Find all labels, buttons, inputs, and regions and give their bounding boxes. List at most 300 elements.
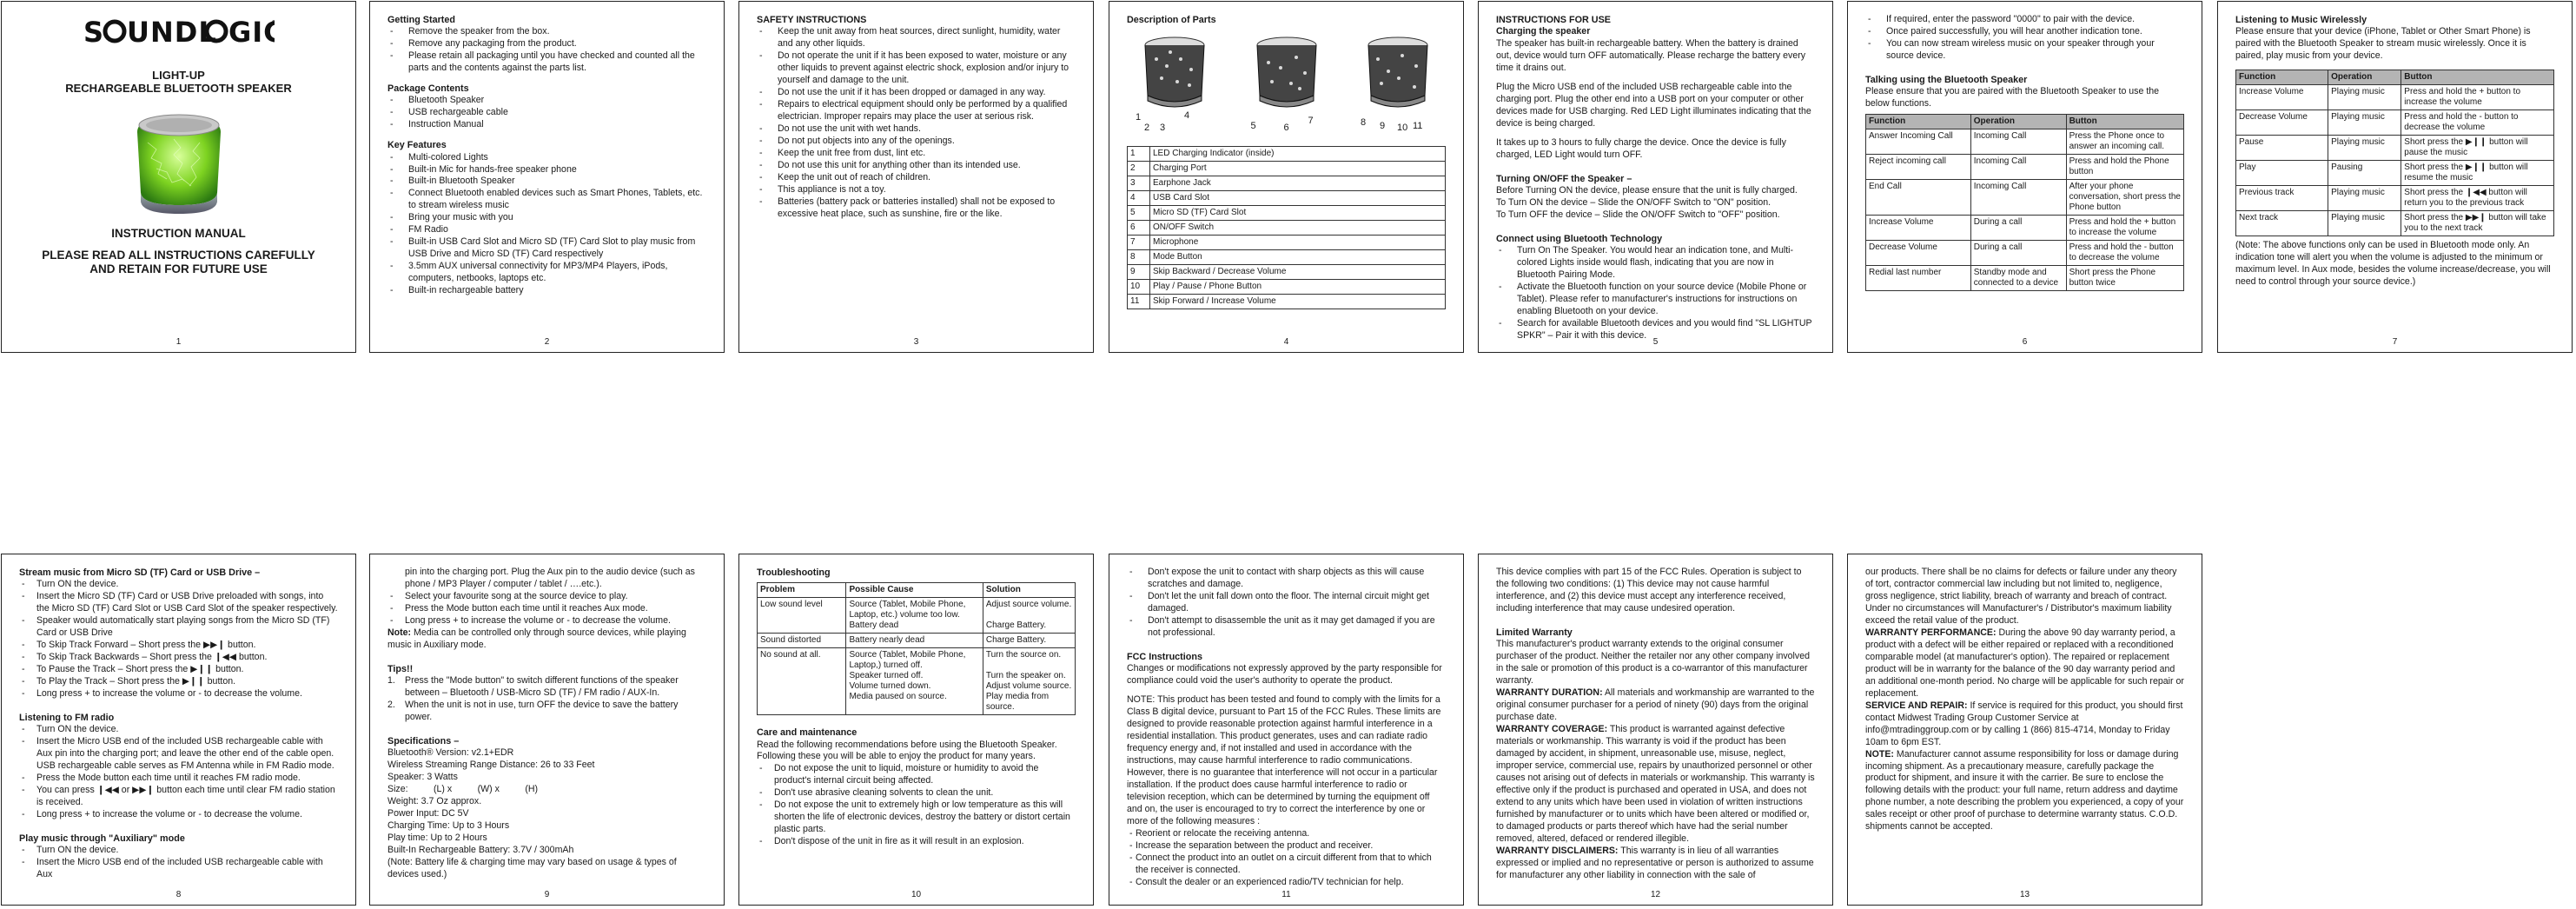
table-row <box>1866 155 2184 180</box>
list-item: - You can now stream wireless music on your speaker through your source device. <box>1865 38 2184 63</box>
read-instructions-line1: PLEASE READ ALL INSTRUCTIONS CAREFULLY <box>42 248 315 262</box>
page-13 <box>1847 554 2202 906</box>
aux-continued-list <box>387 591 706 627</box>
warranty-duration-text: All materials and workmanship are warranted to the original consumer purchaser for a period of ninety (90) days from the original purchase date. <box>1496 687 1815 722</box>
table-cell: Playing music <box>2328 136 2401 161</box>
charging-text-1: The speaker has built-in rechargeable battery. When the battery is drained out, device would turn OFF automatically. Please recharge the battery every time it drains out. <box>1496 38 1806 74</box>
list-item: - Remove the speaker from the box. <box>387 26 706 38</box>
table-cell: Decrease Volume <box>1866 241 1971 266</box>
table-row <box>1866 129 2184 155</box>
cover-title-line1: LIGHT-UP <box>152 68 205 82</box>
list-item: - Connect the product into an outlet on a circuit different from that to which the receiver is connected. <box>1127 853 1446 877</box>
page-number: 9 <box>544 889 550 899</box>
care-list <box>757 763 1076 848</box>
table-cell: Playing music <box>2328 85 2401 110</box>
key-features-heading: Key Features <box>387 140 447 151</box>
list-item: - Keep the unit away from heat sources, direct sunlight, humidity, water and any other liquids. <box>757 26 1076 50</box>
tip-text: Press the "Mode button" to switch different functions of the speaker between – Bluetooth / USB-Micro SD (TF) / FM radio / AUX-In. <box>405 675 679 698</box>
listening-text: Please ensure that your device (iPhone, Tablet or Other Smart Phone) is paired with the Bluetooth Speaker to stream music wirelessly. Once it is paired, play music from your device. <box>2235 26 2531 62</box>
table-cell: During a call <box>1970 216 2066 241</box>
brand-logo <box>19 16 338 56</box>
fm-list <box>19 724 338 821</box>
table-row <box>1866 241 2184 266</box>
page-number: 3 <box>913 336 919 347</box>
talking-heading: Talking using the Bluetooth Speaker <box>1865 74 2028 85</box>
table-cell: Mode Button <box>1150 250 1446 265</box>
page-2 <box>369 1 725 353</box>
table-cell: LED Charging Indicator (inside) <box>1150 147 1446 162</box>
fcc-heading: FCC Instructions <box>1127 651 1202 662</box>
stream-list <box>19 579 338 700</box>
aux-heading: Play music through "Auxiliary" mode <box>19 833 185 844</box>
column-header: Problem <box>758 583 846 598</box>
spec-item: Built-In Rechargeable Battery: 3.7V / 300mAh <box>387 844 574 855</box>
list-item: - Search for available Bluetooth devices and you would find "SL LIGHTUP SPKR" – Pair it with this device. <box>1496 318 1815 342</box>
table-cell: 8 <box>1128 250 1150 265</box>
list-item: - Instruction Manual <box>387 119 706 131</box>
tip-number: 2. <box>387 699 395 710</box>
charging-text-3: It takes up to 3 hours to fully charge the device. Once the device is fully charged, LED Light would turn OFF. <box>1496 137 1786 160</box>
list-item: - You can press ❙◀◀ or ▶▶❙ button each time until clear FM radio station is received. <box>19 785 338 809</box>
page-number: 5 <box>1652 336 1659 347</box>
list-item: - Do not operate the unit if it has been exposed to water, moisture or any other liquids to prevent against electric shock, explosion and/or injury to yourself and damage to the unit. <box>757 50 1076 87</box>
part-label: 5 <box>1250 121 1256 132</box>
table-row <box>2236 211 2554 236</box>
speaker-image <box>130 108 228 217</box>
table-row <box>1128 250 1446 265</box>
getting-started-list <box>387 26 706 75</box>
table-cell: Press and hold the + button to increase the volume <box>2401 85 2554 110</box>
table-cell: 9 <box>1128 265 1150 280</box>
list-item: - This appliance is not a toy. <box>757 184 1076 196</box>
bluetooth-heading: Connect using Bluetooth Technology <box>1496 234 1663 245</box>
table-row <box>1866 266 2184 291</box>
page-number: 2 <box>544 336 550 347</box>
list-item: - Reorient or relocate the receiving antenna. <box>1127 828 1446 840</box>
list-item: - Long press + to increase the volume or - to decrease the volume. <box>387 615 706 627</box>
list-item: - Bring your music with you <box>387 212 706 224</box>
list-item: - Connect Bluetooth enabled devices such as Smart Phones, Tablets, etc. to stream wireless music <box>387 188 706 212</box>
table-cell: Press and hold the Phone button <box>2066 155 2183 180</box>
warranty-coverage-text: This product is warranted against defective materials or workmanship. This warranty is void if the product has been damaged by accident, in shipment, unreasonable use, misuse, neglect, improper service, commercial use, repairs by unauthorized personnel or other causes not arising out of defects in materials or workmanship. This warranty is effective only if the product is purchased and operated in USA, and does not extend to any units which have been used in violation of written instructions furnished by manufacturer or to units which have been altered or modified or, to damaged products or parts thereof which have had the serial number removed, altered, defaced or rendered illegible. <box>1496 723 1815 844</box>
spec-item: Size: (L) x (W) x (H) <box>387 784 539 795</box>
list-item: - Press the Mode button each time until it reaches Aux mode. <box>387 603 706 615</box>
page-number: 10 <box>911 889 922 899</box>
table-cell: Standby mode and connected to a device <box>1970 266 2066 291</box>
speaker-illustration <box>130 108 228 217</box>
column-header: Operation <box>2328 70 2401 85</box>
table-row <box>1866 216 2184 241</box>
pairing-list <box>1865 14 2184 63</box>
on-off-heading: Turning ON/OFF the Speaker – <box>1496 173 1632 184</box>
spec-item: Weight: 3.7 Oz approx. <box>387 796 482 807</box>
page-9 <box>369 554 725 906</box>
column-header: Solution <box>983 583 1075 598</box>
table-cell: 11 <box>1128 295 1150 309</box>
table-cell: Press and hold the - button to decrease the volume <box>2066 241 2183 266</box>
list-item: - Do not expose the unit to extremely high or low temperature as this will shorten the life of electronic devices, destroy the battery or distort certain plastic parts. <box>757 800 1076 836</box>
charging-text-2: Plug the Micro USB end of the included USB rechargeable cable into the charging port. Plug the other end into a USB port on your computer or other devices made for USB charging. Red LED Light illuminates indicating that the device is being charged. <box>1496 82 1811 129</box>
table-cell: 1 <box>1128 147 1150 162</box>
warranty-disclaimers <box>1496 846 1815 882</box>
spec-item: Charging Time: Up to 3 Hours <box>387 819 510 831</box>
package-contents-list <box>387 95 706 131</box>
table-row <box>2236 110 2554 136</box>
list-item: - Consult the dealer or an experienced radio/TV technician for help. <box>1127 877 1446 889</box>
page-11 <box>1109 554 1464 906</box>
warranty-duration <box>1496 687 1815 724</box>
table-cell: Press the Phone once to answer an incoming call. <box>2066 129 2183 155</box>
stream-heading: Stream music from Micro SD (TF) Card or USB Drive – <box>19 567 261 578</box>
spec-item: Power Input: DC 5V <box>387 808 469 819</box>
care-text: Read the following recommendations before using the Bluetooth Speaker. Following these you will be able to enjoy the product for many years. <box>757 739 1057 762</box>
table-cell: Incoming Call <box>1970 180 2066 216</box>
list-item: - Turn ON the device. <box>19 724 338 736</box>
table-cell: Adjust source volume. Charge Battery. <box>983 598 1075 634</box>
table-cell: During a call <box>1970 241 2066 266</box>
tips-heading: Tips!! <box>387 663 414 674</box>
read-instructions-line2: AND RETAIN FOR FUTURE USE <box>89 262 268 276</box>
page-number: 11 <box>1281 889 1291 899</box>
speaker-side-icon <box>1359 33 1437 111</box>
list-item: - Turn ON the device. <box>19 579 338 591</box>
table-row <box>1128 176 1446 191</box>
bluetooth-list <box>1496 245 1815 342</box>
warranty-duration-label: WARRANTY DURATION: <box>1496 687 1603 698</box>
list-item: - Do not expose the unit to liquid, moisture or humidity to avoid the product's internal circuit being affected. <box>757 763 1076 787</box>
key-features-list <box>387 152 706 298</box>
table-row <box>758 648 1076 715</box>
aux-note <box>387 627 706 652</box>
list-item: - Insert the Micro USB end of the included USB rechargeable cable with Aux pin into the charging port; and leave the other end of the cable open. USB rechargeable cable serves as FM Antenna while in FM Radio mode. <box>19 736 338 773</box>
list-item <box>387 675 706 700</box>
list-item: - Do not use this unit for anything other than its intended use. <box>757 160 1076 172</box>
table-cell: Pause <box>2236 136 2328 161</box>
page-number: 8 <box>175 889 182 899</box>
warranty-disclaimers-label: WARRANTY DISCLAIMERS: <box>1496 845 1619 856</box>
table-cell: Playing music <box>2328 211 2401 236</box>
list-item: - FM Radio <box>387 224 706 236</box>
shipping-note-label: NOTE: <box>1865 748 1894 760</box>
speaker-diagram-2 <box>1248 33 1326 134</box>
part-label: 11 <box>1413 121 1423 132</box>
table-cell: Playing music <box>2328 186 2401 211</box>
list-item: - Select your favourite song at the source device to play. <box>387 591 706 603</box>
list-item: - Do not put objects into any of the openings. <box>757 136 1076 148</box>
spec-item: Wireless Streaming Range Distance: 26 to 33 Feet <box>387 760 595 771</box>
fcc-text-1: Changes or modifications not expressly approved by the party responsible for compliance could void the user's authority to operate the product. <box>1127 663 1442 687</box>
page-number: 7 <box>2392 336 2398 347</box>
table-cell: 2 <box>1128 162 1150 176</box>
warranty-performance <box>1865 627 2184 700</box>
table-cell: Micro SD (TF) Card Slot <box>1150 206 1446 221</box>
part-label: 3 <box>1160 123 1166 134</box>
table-row <box>1866 180 2184 216</box>
part-label: 2 <box>1144 123 1150 134</box>
list-item: - To Skip Track Backwards – Short press the ❙◀◀ button. <box>19 652 338 664</box>
list-item: - Remove any packaging from the product. <box>387 38 706 50</box>
svg-text:UNDL: UNDL <box>126 16 217 47</box>
table-cell: No sound at all. <box>758 648 846 715</box>
parts-table <box>1127 146 1446 309</box>
table-cell: Microphone <box>1150 236 1446 250</box>
spec-item: Bluetooth® Version: v2.1+EDR <box>387 747 514 759</box>
speaker-diagram-3 <box>1359 33 1437 134</box>
table-cell: Short press the ▶❙❙ button will pause the music <box>2401 136 2554 161</box>
on-off-text-2: To Turn ON the device – Slide the ON/OFF Switch to "ON" position. <box>1496 197 1771 209</box>
music-note: (Note: The above functions only can be used in Bluetooth mode only. An indication tone will alert you when the volume is adjusted to the minimum or maximum level. In Aux mode, besides the volume increase/decrease, you will need to control through your source device.) <box>2235 240 2551 288</box>
specs-heading: Specifications – <box>387 735 460 746</box>
page-6 <box>1847 1 2202 353</box>
aux-list <box>19 845 338 881</box>
table-row <box>2236 161 2554 186</box>
soundlogic-logo-icon <box>83 16 275 47</box>
aux-continued-text: pin into the charging port. Plug the Aux pin to the audio device (such as phone / MP3 Player / computer / tablet / ….etc.). <box>405 567 695 589</box>
table-cell: 6 <box>1128 221 1150 236</box>
parts-heading: Description of Parts <box>1127 15 1216 25</box>
table-row <box>1128 147 1446 162</box>
table-cell: Skip Backward / Decrease Volume <box>1150 265 1446 280</box>
table-cell: Play / Pause / Phone Button <box>1150 280 1446 295</box>
table-cell: Press and hold the - button to decrease the volume <box>2401 110 2554 136</box>
part-label: 7 <box>1308 116 1314 127</box>
page-number: 1 <box>175 336 182 347</box>
instructions-heading: INSTRUCTIONS FOR USE <box>1496 15 1611 25</box>
on-off-text-3: To Turn OFF the device – Slide the ON/OFF Switch to "OFF" position. <box>1496 209 1780 221</box>
list-item: - 3.5mm AUX universal connectivity for MP3/MP4 Players, iPods, computers, netbooks, laptops etc. <box>387 261 706 285</box>
speaker-side-icon <box>1248 33 1326 111</box>
table-row <box>1128 236 1446 250</box>
list-item: - Turn ON the device. <box>19 845 338 857</box>
service-repair-label: SERVICE AND REPAIR: <box>1865 700 1968 711</box>
table-cell: Short press the ▶❙❙ button will resume the music <box>2401 161 2554 186</box>
table-cell: Short press the ▶▶❙ button will take you to the next track <box>2401 211 2554 236</box>
table-cell: Low sound level <box>758 598 846 634</box>
page-12 <box>1478 554 1833 906</box>
music-functions-table <box>2235 70 2554 236</box>
list-item <box>387 700 706 724</box>
part-label: 4 <box>1184 110 1190 122</box>
warranty-coverage <box>1496 724 1815 846</box>
list-item: - USB rechargeable cable <box>387 107 706 119</box>
list-item: - Speaker would automatically start playing songs from the Micro SD (TF) Card or USB Drive <box>19 615 338 640</box>
safety-heading: SAFETY INSTRUCTIONS <box>757 15 867 25</box>
column-header: Possible Cause <box>846 583 983 598</box>
list-item: - Multi-colored Lights <box>387 152 706 164</box>
list-item: - Built-in rechargeable battery <box>387 285 706 297</box>
list-item: - Don't let the unit fall down onto the floor. The internal circuit might get damaged. <box>1127 591 1446 615</box>
column-header: Function <box>1866 115 1971 129</box>
warranty-disclaimers-text: This warranty is in lieu of all warranties expressed or implied and no representative or person is authorized to assume for manufacturer any other liability in connection with the sale of <box>1496 845 1814 880</box>
table-cell: Increase Volume <box>1866 216 1971 241</box>
table-cell: Increase Volume <box>2236 85 2328 110</box>
svg-text:® <box>271 19 275 26</box>
speaker-side-icon <box>1136 33 1214 111</box>
column-header: Function <box>2236 70 2328 85</box>
list-item: - Press the Mode button each time until it reaches FM radio mode. <box>19 773 338 785</box>
table-cell: 10 <box>1128 280 1150 295</box>
table-cell: Playing music <box>2328 110 2401 136</box>
cover-title-line2: RECHARGEABLE BLUETOOTH SPEAKER <box>65 82 292 96</box>
table-cell: Short press the ❙◀◀ button will return you to the previous track <box>2401 186 2554 211</box>
list-item: - To Play the Track – Short press the ▶❙❙ button. <box>19 676 338 688</box>
list-item: - Don't expose the unit to contact with sharp objects as this will cause scratches and damage. <box>1127 567 1446 591</box>
limited-warranty-heading: Limited Warranty <box>1496 627 1573 638</box>
list-item: - Built-in Mic for hands-free speaker phone <box>387 164 706 176</box>
page-number: 4 <box>1283 336 1289 347</box>
safety-list <box>757 26 1076 221</box>
note-text: Media can be controlled only through source devices, while playing music in Auxiliary mode. <box>387 627 686 650</box>
part-label: 8 <box>1361 117 1367 129</box>
page-number: 13 <box>2019 889 2030 899</box>
list-item: - Increase the separation between the product and receiver. <box>1127 840 1446 853</box>
table-row <box>758 598 1076 634</box>
service-repair-text: If service is required for this product, you should first contact Midwest Trading Group Customer Service at info@mtradinggroup.com or by calling 1 (866) 815-4714, Monday to Friday 10am to 6pm EST. <box>1865 700 2183 747</box>
table-cell: Charge Battery. <box>983 634 1075 648</box>
service-repair <box>1865 700 2184 749</box>
table-row <box>2236 186 2554 211</box>
table-row <box>758 634 1076 648</box>
part-label: 1 <box>1136 112 1142 123</box>
tips-list <box>387 675 706 724</box>
page-7 <box>2217 1 2573 353</box>
page-4 <box>1109 1 1464 353</box>
part-label: 9 <box>1380 121 1386 132</box>
table-row <box>1128 162 1446 176</box>
list-item: - Once paired successfully, you will hear another indication tone. <box>1865 26 2184 38</box>
table-row <box>1128 295 1446 309</box>
table-cell: Redial last number <box>1866 266 1971 291</box>
list-item: - Insert the Micro SD (TF) Card or USB Drive preloaded with songs, into the Micro SD (TF) Card Slot or USB Card Slot of the speaker respectively. <box>19 591 338 615</box>
table-cell: 4 <box>1128 191 1150 206</box>
table-cell: End Call <box>1866 180 1971 216</box>
part-label: 6 <box>1283 123 1289 134</box>
list-item: - Please retain all packaging until you have checked and counted all the parts and the contents against the parts list. <box>387 50 706 75</box>
on-off-text-1: Before Turning ON the device, please ensure that the unit is fully charged. <box>1496 185 1798 196</box>
list-item: - Built-in USB Card Slot and Micro SD (TF) Card Slot to play music from USB Drive and Micro SD (TF) Card respectively <box>387 236 706 261</box>
package-contents-heading: Package Contents <box>387 83 469 95</box>
list-item: - Keep the unit out of reach of children. <box>757 172 1076 184</box>
part-label: 10 <box>1397 123 1408 134</box>
note-label: Note: <box>387 627 412 638</box>
charging-heading: Charging the speaker <box>1496 26 1591 37</box>
table-row <box>1128 265 1446 280</box>
warranty-continued-text: our products. There shall be no claims for defects or failure under any theory of tort, contractor commercial law including but not limited to, negligence, gross negligence, strict liability, breach of warranty and breach of contract. Under no circumstances will Manufacturer's / Distributor's maximum liability exceed the retail value of the product. <box>1865 567 2177 626</box>
troubleshooting-heading: Troubleshooting <box>757 567 831 578</box>
tip-text: When the unit is not in use, turn OFF the device to save the battery power. <box>405 699 679 722</box>
talking-text: Please ensure that you are paired with the Bluetooth Speaker to use the below functions. <box>1865 86 2160 109</box>
fcc-text-2: NOTE: This product has been tested and found to comply with the limits for a Class B digital device, pursuant to Part 15 of the FCC Rules. These limits are designed to provide reasonable protection against harmful interference in a residential installation. This product generates, uses and can radiate radio frequency energy and, if not installed and used in accordance with the instructions, may cause harmful interference to radio communications. However, there is no guarantee that interference will not occur in a particular installation. If the product does cause harmful interference to radio or television reception, which can be determined by turning the equipment off and on, the user is encouraged to try to correct the interference by one or more of the following measures : <box>1127 694 1441 826</box>
table-cell: Earphone Jack <box>1150 176 1446 191</box>
list-item: - Built-in Bluetooth Speaker <box>387 176 706 188</box>
list-item: - Batteries (battery pack or batteries installed) shall not be exposed to excessive heat place, such as sunshine, fire or the like. <box>757 196 1076 221</box>
spec-item: (Note: Battery life & charging time may vary based on usage & types of devices used.) <box>387 856 677 879</box>
spec-item: Play time: Up to 2 Hours <box>387 832 487 843</box>
spec-item: Speaker: 3 Watts <box>387 772 458 783</box>
table-cell: Charging Port <box>1150 162 1446 176</box>
table-cell: Decrease Volume <box>2236 110 2328 136</box>
table-cell: Reject incoming call <box>1866 155 1971 180</box>
svg-text:GIC: GI <box>228 16 263 47</box>
table-cell: Play <box>2236 161 2328 186</box>
table-cell: Battery nearly dead <box>846 634 983 648</box>
tip-number: 1. <box>387 675 395 687</box>
table-cell: Source (Tablet, Mobile Phone, Laptop,) turned off. Speaker turned off. Volume turned down. Media paused on source. <box>846 648 983 715</box>
troubleshooting-table <box>757 582 1076 715</box>
shipping-note-text: Manufacturer cannot assume responsibility for loss or damage during incoming shipment. As a precautionary measure, carefully package the product for shipment, and insure it with the carrier. Be sure to enclose the following details with the product: your full name, return address and daytime phone number, a note describing the problem you experienced, a copy of your sales receipt or other proof of purchase to determine warranty status. C.O.D. shipments cannot be accepted. <box>1865 748 2184 833</box>
list-item: - Long press + to increase the volume or - to decrease the volume. <box>19 688 338 700</box>
shipping-note <box>1865 749 2184 834</box>
list-item: - To Pause the Track – Short press the ▶❙❙ button. <box>19 664 338 676</box>
table-cell: Incoming Call <box>1970 155 2066 180</box>
care-heading: Care and maintenance <box>757 727 858 739</box>
table-cell: After your phone conversation, short press the Phone button <box>2066 180 2183 216</box>
care-continued-list <box>1127 567 1446 640</box>
specs-list <box>387 747 706 881</box>
getting-started-heading: Getting Started <box>387 15 455 25</box>
list-item: - Keep the unit free from dust, lint etc. <box>757 148 1076 160</box>
list-item: - Long press + to increase the volume or - to decrease the volume. <box>19 809 338 821</box>
table-cell: 7 <box>1128 236 1150 250</box>
column-header: Button <box>2066 115 2183 129</box>
svg-text:S: S <box>83 16 104 47</box>
list-item: - Insert the Micro USB end of the included USB rechargeable cable with Aux <box>19 857 338 881</box>
page-number: 6 <box>2022 336 2028 347</box>
table-cell: ON/OFF Switch <box>1150 221 1446 236</box>
table-cell: Press and hold the + button to increase the volume <box>2066 216 2183 241</box>
list-item: - Don't use abrasive cleaning solvents to clean the unit. <box>757 787 1076 800</box>
fm-heading: Listening to FM radio <box>19 712 115 723</box>
warranty-performance-text: During the above 90 day warranty period, a product with a defect will be either repaired or replaced with a reconditioned comparable model (at manufacturer's option). The repaired or replacement product will be in warranty for the balance of the 90 day warranty period and an additional one-month period. No charge will be applicable for such repair or replacement. <box>1865 627 2184 699</box>
warranty-performance-label: WARRANTY PERFORMANCE: <box>1865 627 1997 638</box>
page-8 <box>1 554 356 906</box>
table-cell: Sound distorted <box>758 634 846 648</box>
page-5 <box>1478 1 1833 353</box>
table-cell: Turn the source on. Turn the speaker on. Adjust volume source. Play media from source. <box>983 648 1075 715</box>
table-row <box>2236 136 2554 161</box>
list-item: - Don't dispose of the unit in fire as it will result in an explosion. <box>757 836 1076 848</box>
list-item: - To Skip Track Forward – Short press the ▶▶❙ button. <box>19 640 338 652</box>
table-cell: Next track <box>2236 211 2328 236</box>
list-item: - Repairs to electrical equipment should only be performed by a qualified electrician. Improper repairs may place the user at serious risk. <box>757 99 1076 123</box>
list-item: - Activate the Bluetooth function on your source device (Mobile Phone or Tablet). Please refer to manufacturer's instructions for instructions on enabling Bluetooth on your device. <box>1496 282 1815 318</box>
fcc-measures-list <box>1127 828 1446 889</box>
list-item: - Bluetooth Speaker <box>387 95 706 107</box>
warranty-coverage-label: WARRANTY COVERAGE: <box>1496 723 1608 734</box>
table-row <box>1128 191 1446 206</box>
limited-warranty-text: This manufacturer's product warranty extends to the original consumer purchaser of the product. Neither the retailer nor any other company involved in the sale or promotion of this product is a co-warrantor of this manufacturer warranty. <box>1496 639 1810 687</box>
page-number: 12 <box>1650 889 1661 899</box>
table-cell: 3 <box>1128 176 1150 191</box>
fcc-compliance-text: This device complies with part 15 of the FCC Rules. Operation is subject to the following two conditions: (1) This device may not cause harmful interference, and (2) this device must accept any interference received, including interference that may cause undesired operation. <box>1496 567 1802 614</box>
list-item: - Turn On The Speaker. You would hear an indication tone, and Multi-colored Lights inside would flash, indicating that you are now in Bluetooth Pairing Mode. <box>1496 245 1815 282</box>
table-cell: Pausing <box>2328 161 2401 186</box>
table-cell: 5 <box>1128 206 1150 221</box>
table-cell: Incoming Call <box>1970 129 2066 155</box>
table-cell: Previous track <box>2236 186 2328 211</box>
table-cell: Answer Incoming Call <box>1866 129 1971 155</box>
call-functions-table <box>1865 114 2184 291</box>
table-cell: Source (Tablet, Mobile Phone, Laptop, etc.) volume too low. Battery dead <box>846 598 983 634</box>
page-3 <box>738 1 1094 353</box>
page-1-cover <box>1 1 356 353</box>
table-cell: Short press the Phone button twice <box>2066 266 2183 291</box>
speaker-diagram-1 <box>1136 33 1214 134</box>
column-header: Button <box>2401 70 2554 85</box>
instruction-manual-heading: INSTRUCTION MANUAL <box>111 226 246 240</box>
table-row <box>1128 221 1446 236</box>
column-header: Operation <box>1970 115 2066 129</box>
